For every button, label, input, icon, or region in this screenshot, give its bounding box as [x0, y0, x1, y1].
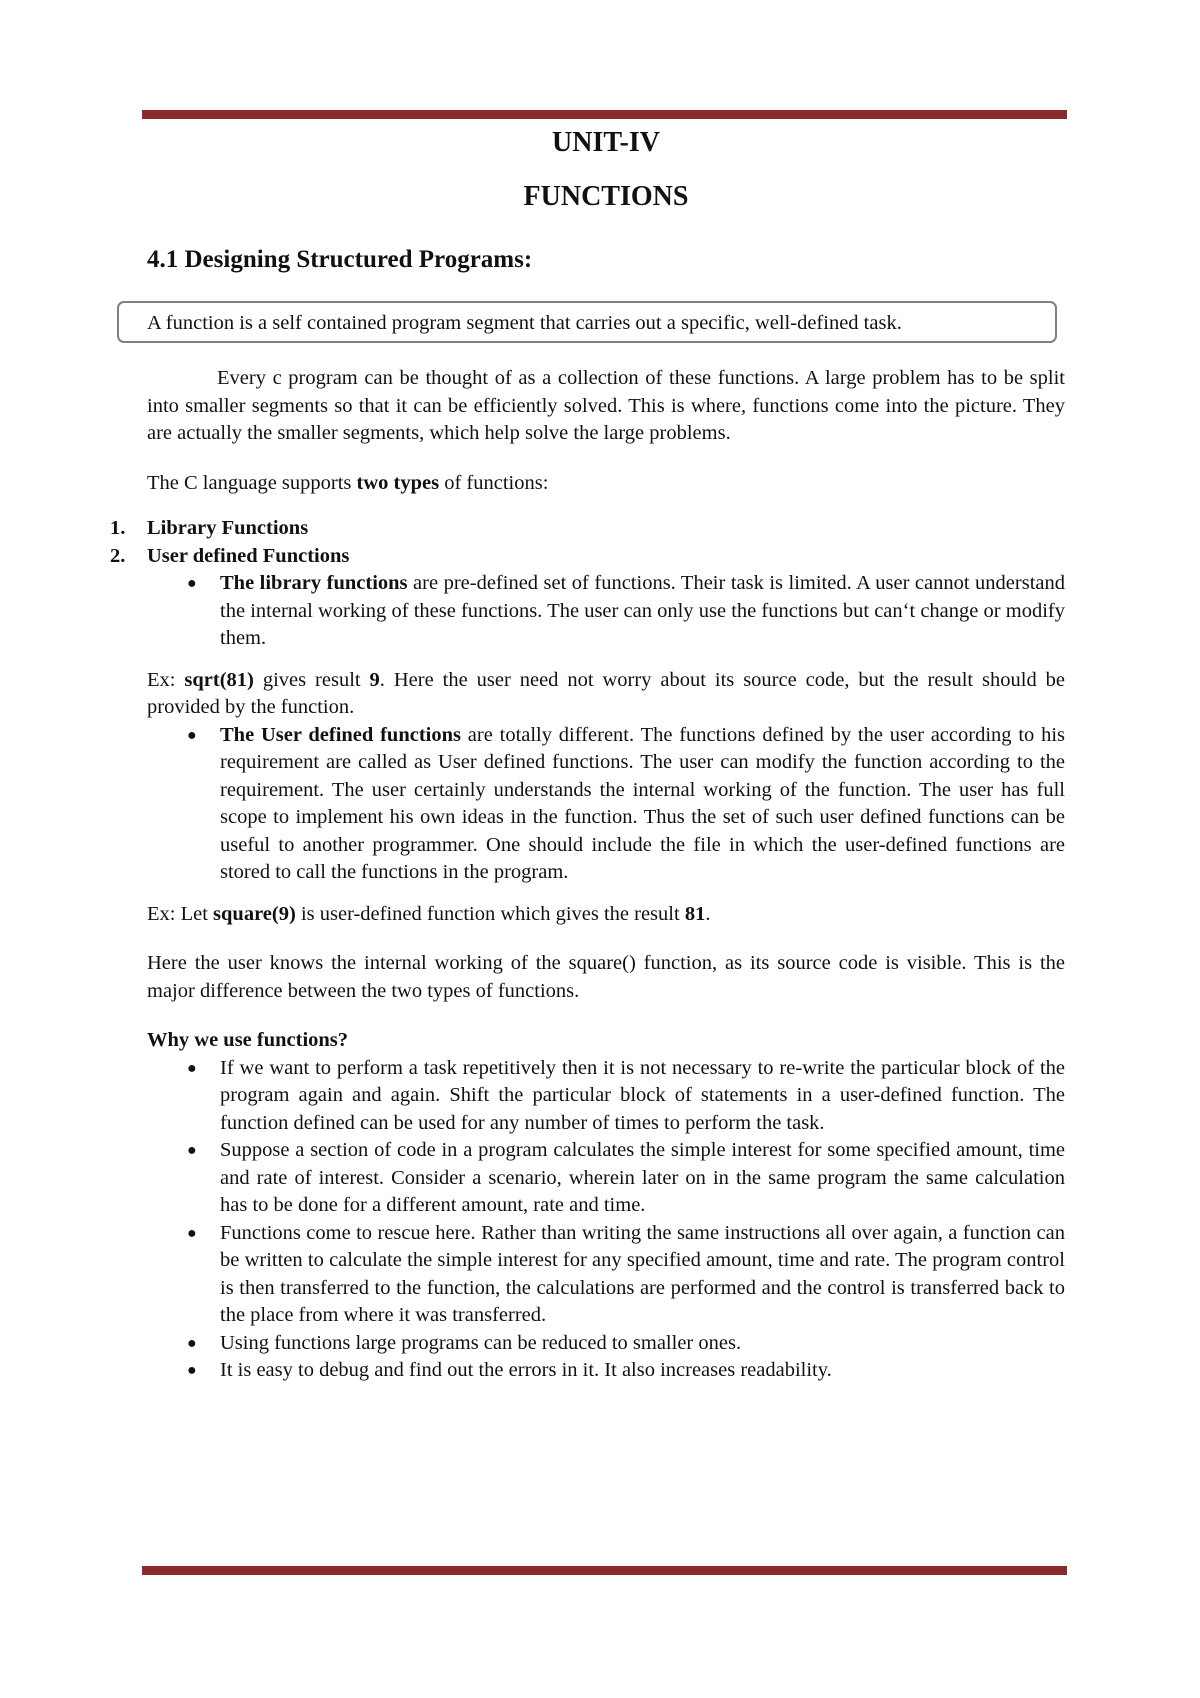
list-item	[147, 1137, 1065, 1220]
page-content	[110, 118, 1065, 1385]
list-item	[147, 570, 1065, 653]
list-item	[110, 515, 1065, 543]
example-function: square(9)	[213, 902, 296, 925]
example-prefix: Ex:	[147, 668, 185, 691]
example-suffix: . Here the user need not worry about its source code, but the result should be provided by the function.	[147, 668, 1065, 718]
bullet-icon: ●	[187, 1334, 197, 1352]
example-function: sqrt(81)	[184, 668, 254, 691]
user-text: are totally different. The functions defined by the user according to his requirement are called as User defined functions. The user can modify the function according to the requirement. The user certainly understands the internal working of the function. The user has full scope to implement his own ideas in the function. Thus the set of such user defined functions can be useful to another programmer. One should include the file in which the user-defined functions are stored to call the functions in the program.	[220, 723, 1065, 883]
list-item	[147, 1330, 1065, 1358]
list-label: Library Functions	[147, 517, 309, 539]
list-label: User defined Functions	[147, 544, 350, 567]
library-bold: The library functions	[220, 572, 408, 594]
list-number: 2.	[110, 544, 126, 567]
example-prefix: Ex: Let	[147, 902, 214, 925]
bullet-icon: ●	[187, 1362, 197, 1379]
why-bullet-list	[147, 1055, 1065, 1385]
bullet-text: Using functions large programs can be reduced to smaller ones.	[220, 1331, 742, 1354]
list-item	[110, 543, 1065, 571]
bullet-text: If we want to perform a task repetitively then it is not necessary to re-write the particular block of the program again and again. Shift the particular block of statements in a user-defined function. The function defined can be used for any number of times to perform the task.	[220, 1056, 1065, 1134]
bullet-text: Functions come to rescue here. Rather than writing the same instructions all over again, a function can be written to calculate the simple interest for any specified amount, time and rate. The program control is then transferred to the function, the calculations are performed and the control is transferred back to the place from where it was transferred.	[220, 1221, 1065, 1326]
intro-paragraph: Every c program can be thought of as a collection of these functions. A large problem has to be split into smaller segments so that it can be efficiently solved. This is where, functions come into the picture. They are actually the smaller segments, which help solve the large problems.	[147, 367, 1065, 444]
why-heading	[147, 1027, 1065, 1055]
list-number: 1.	[110, 517, 126, 539]
example-result: 9	[369, 668, 380, 691]
difference-paragraph: Here the user knows the internal working of the square() function, as its source code is visible. This is the major difference between the two types of functions.	[147, 952, 1065, 1002]
example-square	[147, 901, 1065, 929]
library-bullet-list	[147, 570, 1065, 653]
types-intro-after: of functions:	[439, 471, 549, 494]
example-mid: is user-defined function which gives the result	[295, 902, 685, 925]
example-result: 81	[684, 902, 706, 925]
types-intro-before: The C language supports	[147, 471, 357, 494]
bullet-icon: ●	[187, 575, 197, 592]
example-suffix: .	[705, 902, 711, 925]
bullet-icon: ●	[187, 1224, 197, 1242]
list-item	[147, 1055, 1065, 1138]
list-item	[147, 1357, 1065, 1385]
bullet-icon: ●	[187, 1059, 197, 1077]
bullet-text: It is easy to debug and find out the errors in it. It also increases readability.	[220, 1359, 832, 1381]
definition-box: A function is a self contained program segment that carries out a specific, well-defined task.	[117, 301, 1057, 343]
example-sqrt	[147, 667, 1065, 722]
types-list	[110, 515, 1065, 570]
list-item	[147, 722, 1065, 887]
example-mid: gives result	[253, 668, 370, 691]
library-text: are pre-defined set of functions. Their task is limited. A user cannot understand the internal working of these functions. The user can only use the functions but can‘t change or modify them.	[220, 572, 1065, 649]
bullet-text: Suppose a section of code in a program calculates the simple interest for some specified amount, time and rate of interest. Consider a scenario, wherein later on in the same program the same calculation has to be done for a different amount, rate and time.	[220, 1139, 1065, 1216]
bullet-icon: ●	[187, 726, 197, 744]
bullet-icon: ●	[187, 1142, 197, 1159]
section-heading: 4.1 Designing Structured Programs:	[147, 246, 533, 273]
user-bullet-list	[147, 722, 1065, 887]
unit-heading: UNIT-IV	[552, 127, 660, 158]
bottom-rule	[142, 1566, 1067, 1575]
types-intro	[147, 470, 1065, 498]
types-intro-bold: two types	[356, 471, 440, 494]
list-item	[147, 1220, 1065, 1330]
why-heading-text: Why we use functions?	[147, 1029, 349, 1051]
user-bold: The User defined functions	[220, 723, 461, 746]
page-title: FUNCTIONS	[523, 181, 689, 212]
